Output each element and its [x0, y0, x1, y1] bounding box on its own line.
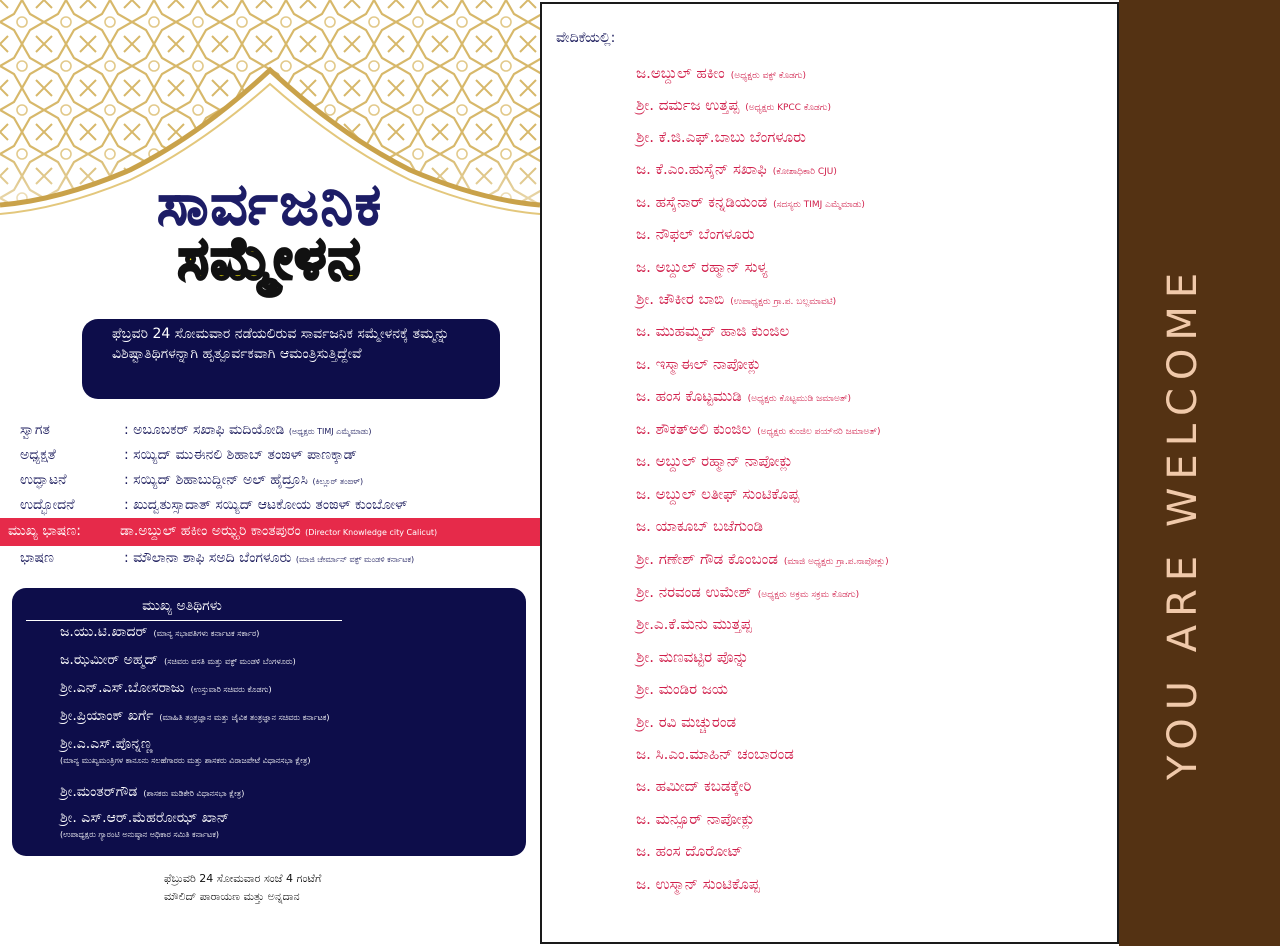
- guest-item: ಶ್ರೀ.ಪ್ರಿಯಾಂಕ್ ಖರ್ಗೆ (ಮಾಹಿತಿ ತಂತ್ರಜ್ಞಾನ ಮತ್ತು ಜೈವಿಕ ತಂತ್ರಜ್ಞಾನ ಸಚಿವರು ಕರ್ನಾಟಕ): [60, 708, 330, 724]
- program-value: : ಸಯ್ಯಿದ್ ಮುಈನಲಿ ಶಿಹಾಬ್ ತಂಙಳ್ ಪಾಣಕ್ಕಾಡ್: [124, 447, 358, 463]
- divider: [26, 620, 342, 621]
- program-value: : ಸಯ್ಯಿದ್ ಶಿಹಾಬುದ್ದೀನ್ ಅಲ್ ಹೈದ್ರೂಸಿ (ಕಿಲ್ಲೂರ್ ತಂಙಳ್): [124, 472, 364, 488]
- stage-person: ಜ. ಹಂಸ ಕೊಟ್ಟಮುಡಿ (ಅಧ್ಯಕ್ಷರು ಕೊಟ್ಟಮುಡಿ ಜಮಾಅತ್): [636, 387, 852, 405]
- program-row-welcome: [0, 418, 540, 443]
- guest-item: ಶ್ರೀ.ಎನ್.ಎಸ್.ಬೋಸರಾಜು (ಉಸ್ತುವಾರಿ ಸಚಿವರು ಕೊಡಗು): [60, 680, 272, 696]
- program-list: [0, 418, 540, 571]
- stage-person: ಶ್ರೀ. ಮಂಡಿರ ಜಯ: [636, 680, 728, 698]
- program-value: : ಖುದ್ವತುಸ್ಸಾದಾತ್ ಸಯ್ಯಿದ್ ಆಟಕೋಯ ತಂಙಳ್ ಕುಂಬೋಳ್: [124, 497, 408, 513]
- program-value: : ಅಬೂಬಕರ್ ಸಖಾಫಿ ಮದಿಯೋಡಿ (ಅಧ್ಯಕ್ಷರು TIMJ ಎಮ್ಮೆಮಾಡು): [124, 422, 372, 438]
- poster-title-line2: ಸಮ್ಮೇಳನ: [177, 224, 363, 292]
- guest-item: ಜ.ಯು.ಟಿ.ಖಾದರ್ (ಮಾನ್ಯ ಸಭಾಪತಿಗಳು ಕರ್ನಾಟಕ ಸರ್ಕಾರ): [60, 624, 260, 640]
- stage-person: ಜ. ಹಂಸ ದೊರೋಟ್: [636, 842, 743, 860]
- stage-person: ಶ್ರೀ. ಚೌಕೀರ ಬಾಬಿ (ಉಪಾಧ್ಯಕ್ಷರು ಗ್ರಾ.ಪ. ಬಲ್ಲಮಾವಟಿ): [636, 290, 837, 308]
- stage-person: ಜ. ಸಿ.ಎಂ.ಮಾಹಿನ್ ಚಂಬಾರಂಡ: [636, 745, 794, 763]
- stage-person: ಜ. ಅಬ್ದುಲ್ ರಹ್ಮಾನ್ ಸುಳ್ಯ: [636, 258, 768, 276]
- stage-person: ಜ. ಮುಹಮ್ಮದ್ ಹಾಜಿ ಕುಂಜಿಲ: [636, 322, 790, 340]
- stage-person: ಜ. ಉಸ್ಮಾನ್ ಸುಂಟಿಕೊಪ್ಪ: [636, 875, 760, 893]
- stage-person: ಜ. ಕೆ.ಎಂ.ಹುಸೈನ್ ಸಖಾಫಿ (ಕೋಶಾಧಿಕಾರಿ CJU): [636, 160, 837, 178]
- stage-person: ಜ. ಅಬ್ದುಲ್ ರಹ್ಮಾನ್ ನಾಪೋಕ್ಲು: [636, 452, 793, 470]
- program-label: ಉದ್ಭೋದನೆ: [20, 497, 75, 513]
- program-row-address: [0, 493, 540, 518]
- program-row-speech: [0, 546, 540, 571]
- stage-person: ಜ. ಮನ್ಸೂರ್ ನಾಪೋಕ್ಲು: [636, 810, 755, 828]
- program-value: ಡಾ.ಅಬ್ದುಲ್ ಹಕೀಂ ಅಝ್ಹರಿ ಕಾಂತಪುರಂ (Director Knowledge city Calicut): [120, 523, 438, 539]
- program-label: ಭಾಷಣ: [20, 550, 54, 566]
- stage-person: ಶ್ರೀ. ರವಿ ಮಚ್ಚುರಂಡ: [636, 713, 737, 731]
- chief-guests-title: ಮುಖ್ಯ ಅತಿಥಿಗಳು: [142, 598, 222, 614]
- chief-guests-box: [12, 588, 526, 856]
- guest-item: ಜ.ಝಮೀರ್ ಅಹ್ಮದ್ (ಸಚಿವರು ವಸತಿ ಮತ್ತು ವಕ್ಫ್ ಮಂಡಳಿ ಬೆಂಗಳೂರು): [60, 652, 296, 668]
- invitation-box: ಫೆಬ್ರವರಿ 24 ಸೋಮವಾರ ನಡೆಯಲಿರುವ ಸಾರ್ವಜನಿಕ ಸಮ್ಮೇಳನಕ್ಕೆ ತಮ್ಮನ್ನು ವಿಶಿಷ್ಟಾತಿಥಿಗಳನ್ನಾಗಿ ಹೃತ್ಪೂರ್ವಕವಾಗಿ ಆಮಂತ್ರಿಸುತ್ತಿದ್ದೇವೆ: [82, 319, 500, 399]
- stage-person: ಜ. ಯಾಕೂಬ್ ಬಜೆಗುಂಡಿ: [636, 517, 763, 535]
- stage-person: ಶ್ರೀ. ಮಣವಟ್ಟಿರ ಪೊನ್ನು: [636, 648, 749, 666]
- stage-person: ಜ. ಅಬ್ದುಲ್ ಲತೀಫ್ ಸುಂಟಿಕೊಪ್ಪ: [636, 485, 800, 503]
- stage-person: ಶ್ರೀ. ಗಣೇಶ್ ಗೌಡ ಕೊಂಬಂಡ (ಮಾಜಿ ಅಧ್ಯಕ್ಷರು ಗ್ರಾ.ಪ.ನಾಪೋಕ್ಲು): [636, 550, 889, 568]
- footer-note: [164, 870, 321, 906]
- stage-person: ಶ್ರೀ. ದರ್ಮಜ ಉತ್ತಪ್ಪ (ಅಧ್ಯಕ್ಷರು KPCC ಕೊಡಗು): [636, 96, 831, 114]
- poster-panel: [0, 0, 540, 946]
- stage-title: ವೇದಿಕೆಯಲ್ಲಿ:: [556, 30, 616, 46]
- stage-person: ಶ್ರೀ. ಕೆ.ಜಿ.ಎಫ್.ಬಾಬು ಬೆಂಗಳೂರು: [636, 128, 806, 146]
- stage-guests-panel: [540, 2, 1119, 944]
- welcome-text: YOU ARE WELCOME: [1160, 264, 1206, 780]
- poster-title-line1: ಸಾರ್ವಜನಿಕ: [157, 170, 383, 238]
- guest-item: ಶ್ರೀ.ಮಂತರ್‌ಗೌಡ (ಶಾಸಕರು ಮಡಿಕೇರಿ ವಿಧಾನಸಭಾ ಕ್ಷೇತ್ರ): [60, 784, 245, 800]
- stage-person: ಶ್ರೀ.ಎ.ಕೆ.ಮನು ಮುತ್ತಪ್ಪ: [636, 615, 752, 633]
- program-value: : ಮೌಲಾನಾ ಶಾಫಿ ಸಅದಿ ಬೆಂಗಳೂರು (ಮಾಜಿ ಚೇರ್ಮಾನ್ ವಕ್ಫ್ ಮಂಡಳಿ ಕರ್ನಾಟಕ): [124, 550, 415, 566]
- program-row-inauguration: [0, 468, 540, 493]
- program-label: ಮುಖ್ಯ ಭಾಷಣ:: [8, 523, 82, 539]
- program-label: ಉದ್ಘಾಟನೆ: [20, 472, 67, 488]
- program-row-keynote: [0, 518, 540, 546]
- stage-person: ಶ್ರೀ. ನರವಂಡ ಉಮೇಶ್ (ಅಧ್ಯಕ್ಷರು ಅಕ್ರಮ ಸಕ್ರಮ ಕೊಡಗು): [636, 583, 860, 601]
- program-label: ಅಧ್ಯಕ್ಷತೆ: [20, 447, 56, 463]
- program-label: ಸ್ವಾಗತ: [20, 422, 50, 438]
- stage-person: ಜ.ಅಬ್ದುಲ್ ಹಕೀಂ (ಅಧ್ಯಕ್ಷರು ವಕ್ಫ್ ಕೊಡಗು): [636, 64, 807, 82]
- stage-person: ಜ. ಇಸ್ಮಾಈಲ್ ನಾಪೋಕ್ಲು: [636, 355, 762, 373]
- stage-person: ಜ. ಹಸೈನಾರ್ ಕನ್ನಡಿಯಂಡ (ಸದಸ್ಯರು TIMJ ಎಮ್ಮೆಮಾಡು): [636, 193, 865, 211]
- stage-person: ಜ. ನೌಫಲ್ ಬೆಂಗಳೂರು: [636, 225, 755, 243]
- guest-item: ಶ್ರೀ.ಎ.ಎಸ್.ಪೊನ್ನಣ್ಣ (ಮಾನ್ಯ ಮುಖ್ಯಮಂತ್ರಿಗಳ ಕಾನೂನು ಸಲಹೆಗಾರರು ಮತ್ತು ಶಾಸಕರು ವಿರಾಜಪೇಟೆ ವಿಧಾನಸಭಾ ಕ್ಷೇತ್ರ): [60, 736, 311, 765]
- program-row-presidency: [0, 443, 540, 468]
- footer-line: ಮೌಲಿದ್ ಪಾರಾಯಣ ಮತ್ತು ಅನ್ನದಾನ: [164, 890, 300, 903]
- footer-line: ಫೆಬ್ರುವರಿ 24 ಸೋಮವಾರ ಸಂಜೆ 4 ಗಂಟೆಗೆ: [164, 872, 322, 885]
- stage-person: ಜ. ಹಮೀದ್ ಕಬಡಕ್ಕೇರಿ: [636, 777, 752, 795]
- guest-item: ಶ್ರೀ. ಎಸ್.ಆರ್.ಮೆಹರೋಝ್ ಖಾನ್ (ಉಪಾಧ್ಯಕ್ಷರು ಗ್ಯಾರಂಟಿ ಅನುಷ್ಠಾನ ಅಧಿಕಾರ ಸಮಿತಿ ಕರ್ನಾಟಕ): [60, 810, 230, 839]
- stage-person: ಜ. ಶೌಕತ್‌ಅಲಿ ಕುಂಜಿಲ (ಅಧ್ಯಕ್ಷರು ಕುಂಜಿಲ ಪಯ್‌ನರಿ ಜಮಾಅತ್): [636, 420, 881, 438]
